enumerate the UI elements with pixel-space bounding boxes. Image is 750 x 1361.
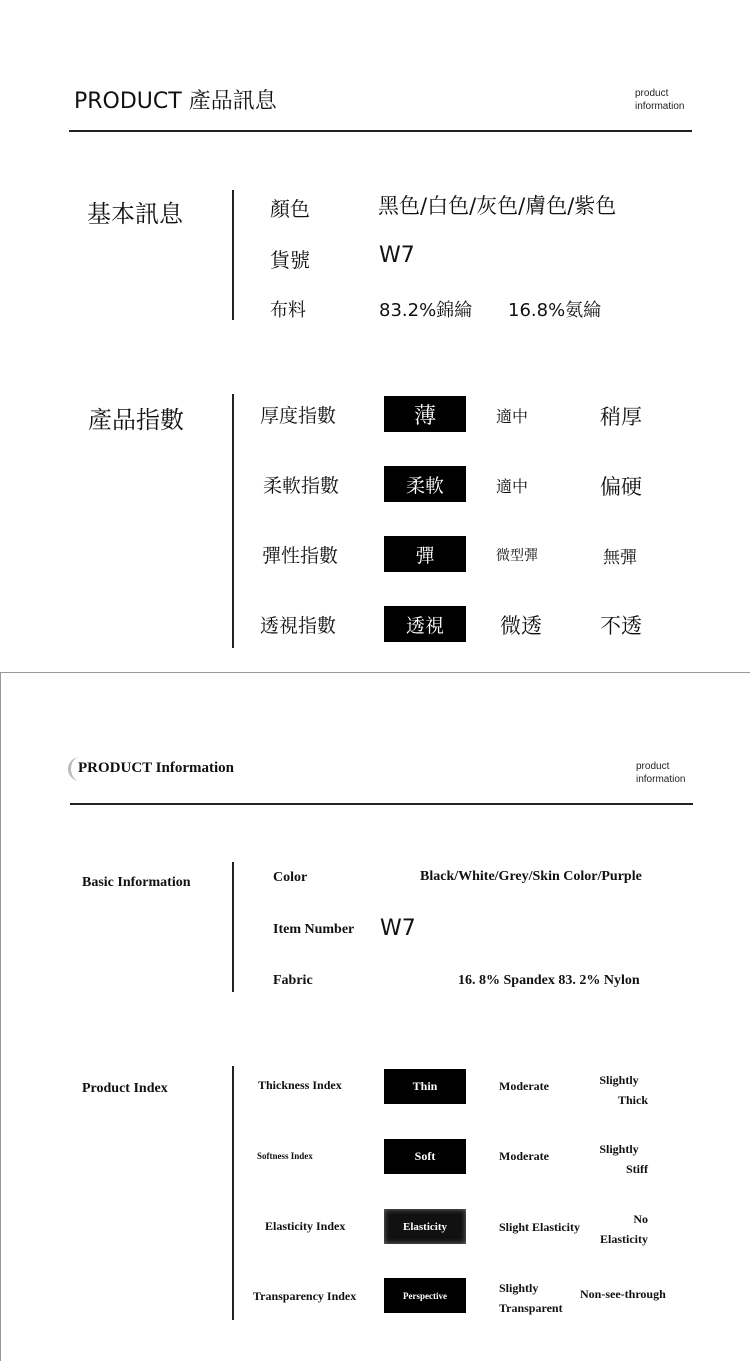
cn-index-selected: 透視 xyxy=(384,606,466,642)
cn-index-heading: 產品指數 xyxy=(88,406,184,434)
en-index-end: Non-see-through xyxy=(580,1287,666,1301)
en-index-label: Thickness Index xyxy=(258,1078,342,1092)
cn-header-tag-line1: product xyxy=(635,88,669,99)
cn-fabric-value-2: 16.8%氨綸 xyxy=(508,300,602,321)
en-index-label: Softness Index xyxy=(257,1151,313,1161)
cn-index-end: 無彈 xyxy=(603,548,637,568)
cn-index-end: 偏硬 xyxy=(600,475,642,499)
en-index-end-line2: Elasticity xyxy=(600,1232,648,1246)
cn-color-label: 顏色 xyxy=(270,197,310,221)
cn-basic-divider xyxy=(232,190,234,320)
en-header-tag-line1: product xyxy=(636,761,670,772)
en-index-end xyxy=(590,1139,648,1179)
en-index-heading: Product Index xyxy=(82,1081,168,1096)
en-color-label: Color xyxy=(273,870,308,885)
cn-index-selected: 薄 xyxy=(384,396,466,432)
cn-index-mid: 適中 xyxy=(496,477,529,496)
en-header-tag xyxy=(636,760,685,786)
en-index-selected: Elasticity xyxy=(384,1209,466,1244)
en-index-mid: Moderate xyxy=(499,1079,549,1093)
en-index-end xyxy=(590,1070,648,1110)
cn-header-tag-line2: information xyxy=(635,101,685,112)
en-header-divider xyxy=(70,803,693,805)
en-item-label: Item Number xyxy=(273,922,355,937)
cn-header-tag xyxy=(635,87,684,113)
cn-index-end: 稍厚 xyxy=(600,405,642,429)
en-index-label: Transparency Index xyxy=(253,1289,357,1303)
en-index-selected: Thin xyxy=(384,1069,466,1104)
en-index-end-line1: Slightly xyxy=(599,1142,639,1156)
en-item-value: W7 xyxy=(380,916,416,941)
cn-index-label: 厚度指數 xyxy=(260,405,337,427)
en-index-end-line1: Slightly xyxy=(599,1073,639,1087)
en-index-label: Elasticity Index xyxy=(265,1219,346,1233)
cn-index-selected: 彈 xyxy=(384,536,466,572)
cn-color-value: 黑色/白色/灰色/膚色/紫色 xyxy=(378,194,617,218)
cn-index-label: 透視指數 xyxy=(260,615,337,637)
cn-index-label: 柔軟指數 xyxy=(263,475,340,497)
en-color-value: Black/White/Grey/Skin Color/Purple xyxy=(420,869,642,884)
en-index-mid: Moderate xyxy=(499,1149,549,1163)
en-index-mid-line2: Transparent xyxy=(499,1301,563,1315)
cn-index-mid: 微型彈 xyxy=(496,548,538,564)
cn-index-end: 不透 xyxy=(600,614,642,638)
cn-fabric-label: 布料 xyxy=(270,300,306,321)
en-index-mid: Slight Elasticity xyxy=(499,1220,581,1234)
en-index-end-line2: Stiff xyxy=(626,1162,648,1176)
en-header-tag-line2: information xyxy=(636,774,686,785)
en-index-end-line2: Thick xyxy=(617,1093,648,1107)
en-basic-divider xyxy=(232,862,234,992)
cn-index-divider xyxy=(232,394,234,648)
cn-header-divider xyxy=(69,130,692,132)
cn-index-mid: 適中 xyxy=(496,407,529,426)
cn-index-label: 彈性指數 xyxy=(262,545,339,567)
en-basic-heading: Basic Information xyxy=(82,875,191,890)
en-fabric-value: 16. 8% Spandex 83. 2% Nylon xyxy=(458,973,640,988)
cn-index-mid: 微透 xyxy=(500,614,542,638)
en-index-mid-line1: Slightly xyxy=(499,1281,539,1295)
en-index-divider xyxy=(232,1066,234,1320)
cn-basic-heading: 基本訊息 xyxy=(87,200,183,228)
cn-page-title: PRODUCT 產品訊息 xyxy=(74,89,277,114)
cn-fabric-value-1: 83.2%錦綸 xyxy=(379,300,473,321)
en-index-selected: Soft xyxy=(384,1139,466,1174)
en-fabric-label: Fabric xyxy=(273,973,313,988)
en-index-end xyxy=(590,1209,648,1249)
cn-item-value: W7 xyxy=(379,243,415,268)
en-index-mid xyxy=(499,1278,563,1318)
en-index-end-line1: No xyxy=(633,1212,648,1226)
en-index-selected: Perspective xyxy=(384,1278,466,1313)
en-page-title: PRODUCT Information xyxy=(78,760,234,776)
cn-index-selected: 柔軟 xyxy=(384,466,466,502)
cn-item-label: 貨號 xyxy=(270,248,310,272)
